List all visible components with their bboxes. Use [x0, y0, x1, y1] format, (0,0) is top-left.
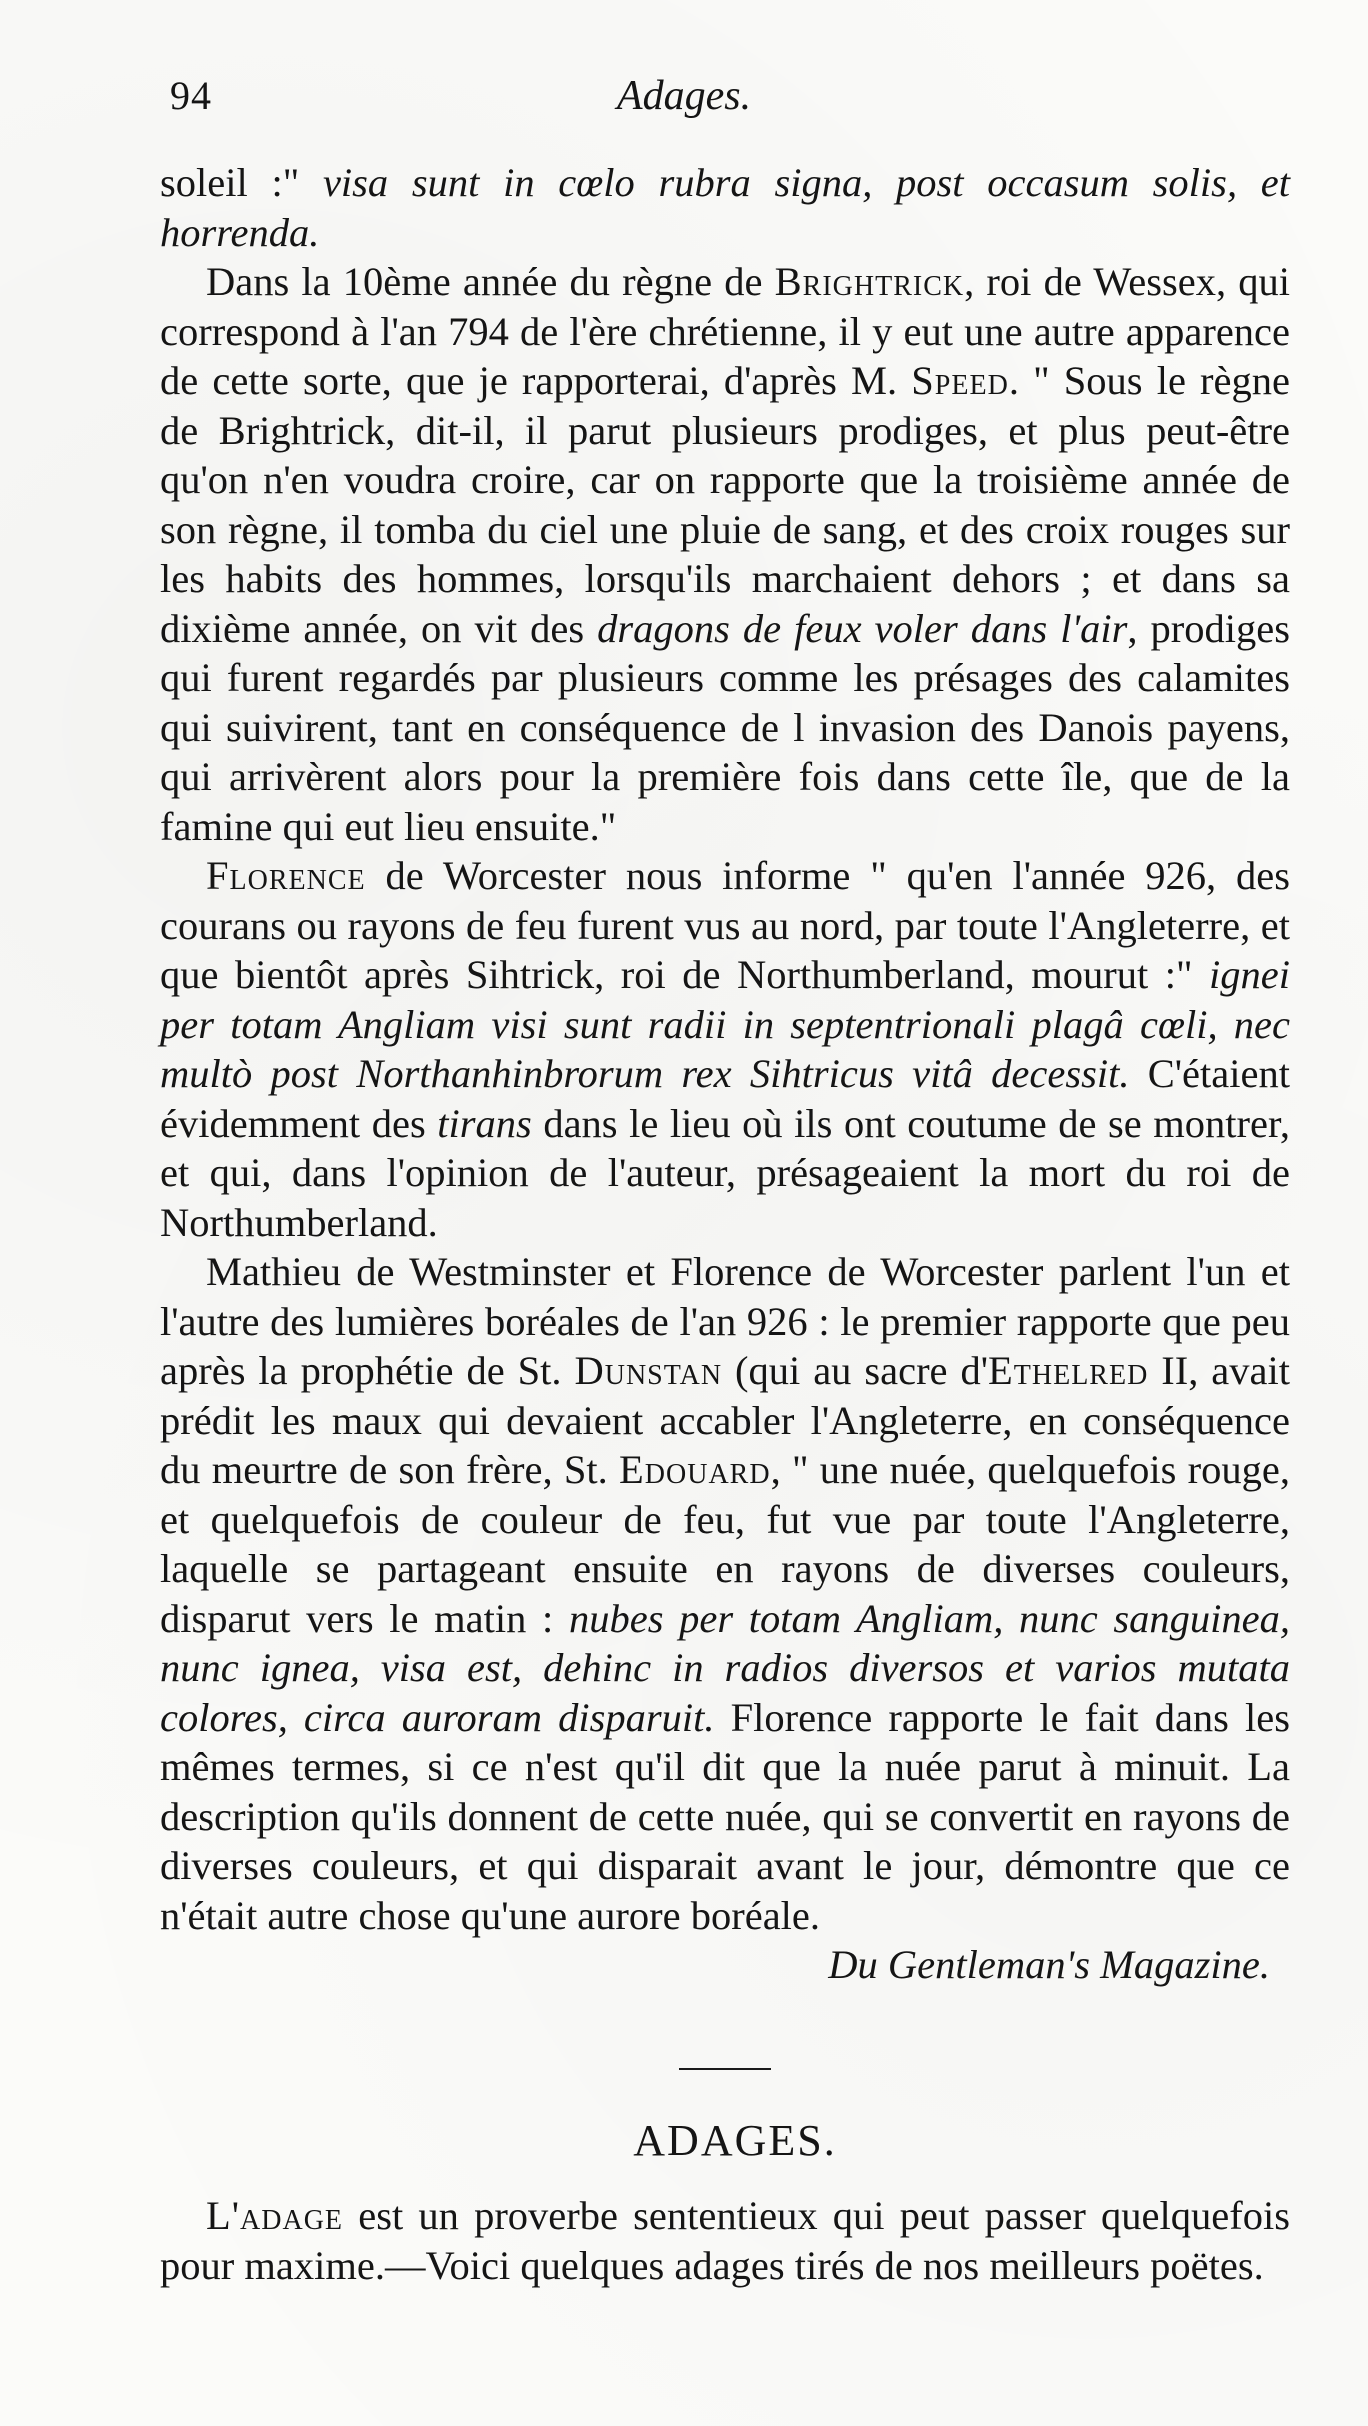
- running-head: [0, 72, 1368, 132]
- text-run: . " Sous le règne de Brightrick, dit-il, il parut plusieurs prodiges, et plus peut-être qu'on n'en voudra croire, car on rapporte que la troisième année de son règne, il tomba du ciel une pluie de sang, et des croix rouges sur les habits des hommes, lorsqu'ils marchaient dehors ; et dans sa dixième année, on vit des: [160, 358, 1290, 651]
- latin-quote: ignei per totam Angliam visi sunt radii in septentrionali plagâ cœli, nec multò post Northanhinbrorum rex Sihtricus vitâ decessit.: [160, 952, 1290, 1096]
- name-ethelred: Ethelred: [988, 1348, 1149, 1393]
- text-run: de Worcester nous informe " qu'en l'année 926, des courans ou rayons de feu furent vus au nord, par toute l'Angleterre, et que bientôt après Sihtrick, roi de Northumberland, mourut :": [160, 853, 1290, 997]
- italic-phrase: dragons de feux voler dans l'air: [597, 605, 1128, 651]
- name-brightrick: Brightrick: [774, 259, 965, 304]
- name-florence: Florence: [206, 853, 366, 898]
- page-number: 94: [170, 73, 212, 118]
- section-heading: ADAGES.: [633, 2115, 837, 2165]
- name-dunstan: Dunstan: [574, 1348, 723, 1393]
- text-run: est un proverbe sententieux qui peut passer quelquefois pour maxime.—Voici quelques adages tirés de nos meilleurs poëtes.: [160, 2193, 1290, 2288]
- paragraph-2: [160, 257, 1290, 851]
- running-title: Adages.: [616, 73, 752, 119]
- latin-quote: visa sunt in cœlo rubra signa, post occasum solis, et horrenda.: [160, 160, 1290, 255]
- text-run: (qui au sacre d': [722, 1348, 989, 1393]
- paragraph-4: [160, 1247, 1290, 1940]
- text-run: II, avait prédit les maux qui devaient accabler l'Angleterre, en conséquence du meurtre de son frère, St.: [160, 1348, 1291, 1492]
- text-run: soleil :": [160, 160, 323, 205]
- text-run: dans le lieu où ils ont coutume de se montrer, et qui, dans l'opinion de l'auteur, présageaient la mort du roi de Northumberland.: [160, 1100, 1290, 1245]
- text-run: , roi de Wessex, qui correspond à l'an 794 de l'ère chrétienne, il y eut une autre apparence de cette sorte, que je rapporterai, d'après M.: [160, 259, 1290, 403]
- section-divider: [679, 2068, 771, 2070]
- adages-paragraph: [160, 2191, 1290, 2290]
- text-run: Florence rapporte le fait dans les mêmes termes, si ce n'est qu'il dit que la nuée parut à minuit. La description qu'ils donnent de cette nuée, qui se convertit en rayons de diverses couleurs, et qui disparait avant le jour, démontre que ce n'était autre chose qu'une aurore boréale.: [160, 1694, 1291, 1938]
- text-run: , prodiges qui furent regardés par plusieurs comme les présages des calamites qui suivirent, tant en conséquence de l invasion des Danois payens, qui arrivèrent alors pour la première fois dans cette île, que de la famine qui eut lieu ensuite.": [160, 605, 1290, 849]
- source-signature: Du Gentleman's Magazine.: [828, 1942, 1270, 1987]
- latin-quote: nubes per totam Angliam, nunc sanguinea, nunc ignea, visa est, dehinc in radios diversos et varios mutata colores, circa auroram disparuit.: [160, 1595, 1290, 1740]
- paragraph-3: [160, 851, 1290, 1247]
- name-edouard: Edouard: [619, 1447, 771, 1492]
- text-run: , " une nuée, quelquefois rouge, et quelquefois de couleur de feu, fut vue par toute l'Angleterre, laquelle se partageant ensuite en rayons de diverses couleurs, disparut vers le matin :: [160, 1447, 1290, 1641]
- lead-word: L'adage: [206, 2193, 344, 2238]
- text-run: C'étaient évidemment des: [160, 1051, 1290, 1146]
- name-speed: Speed: [911, 358, 1009, 403]
- text-run: Dans la 10ème année du règne de: [206, 259, 775, 304]
- text-run: Mathieu de Westminster et Florence de Worcester parlent l'un et l'autre des lumières boréales de l'an 926 : le premier rapporte que peu après la prophétie de St.: [160, 1249, 1290, 1393]
- body-text: [160, 158, 1290, 2290]
- italic-word: tirans: [437, 1100, 532, 1146]
- paragraph-1: [160, 158, 1290, 257]
